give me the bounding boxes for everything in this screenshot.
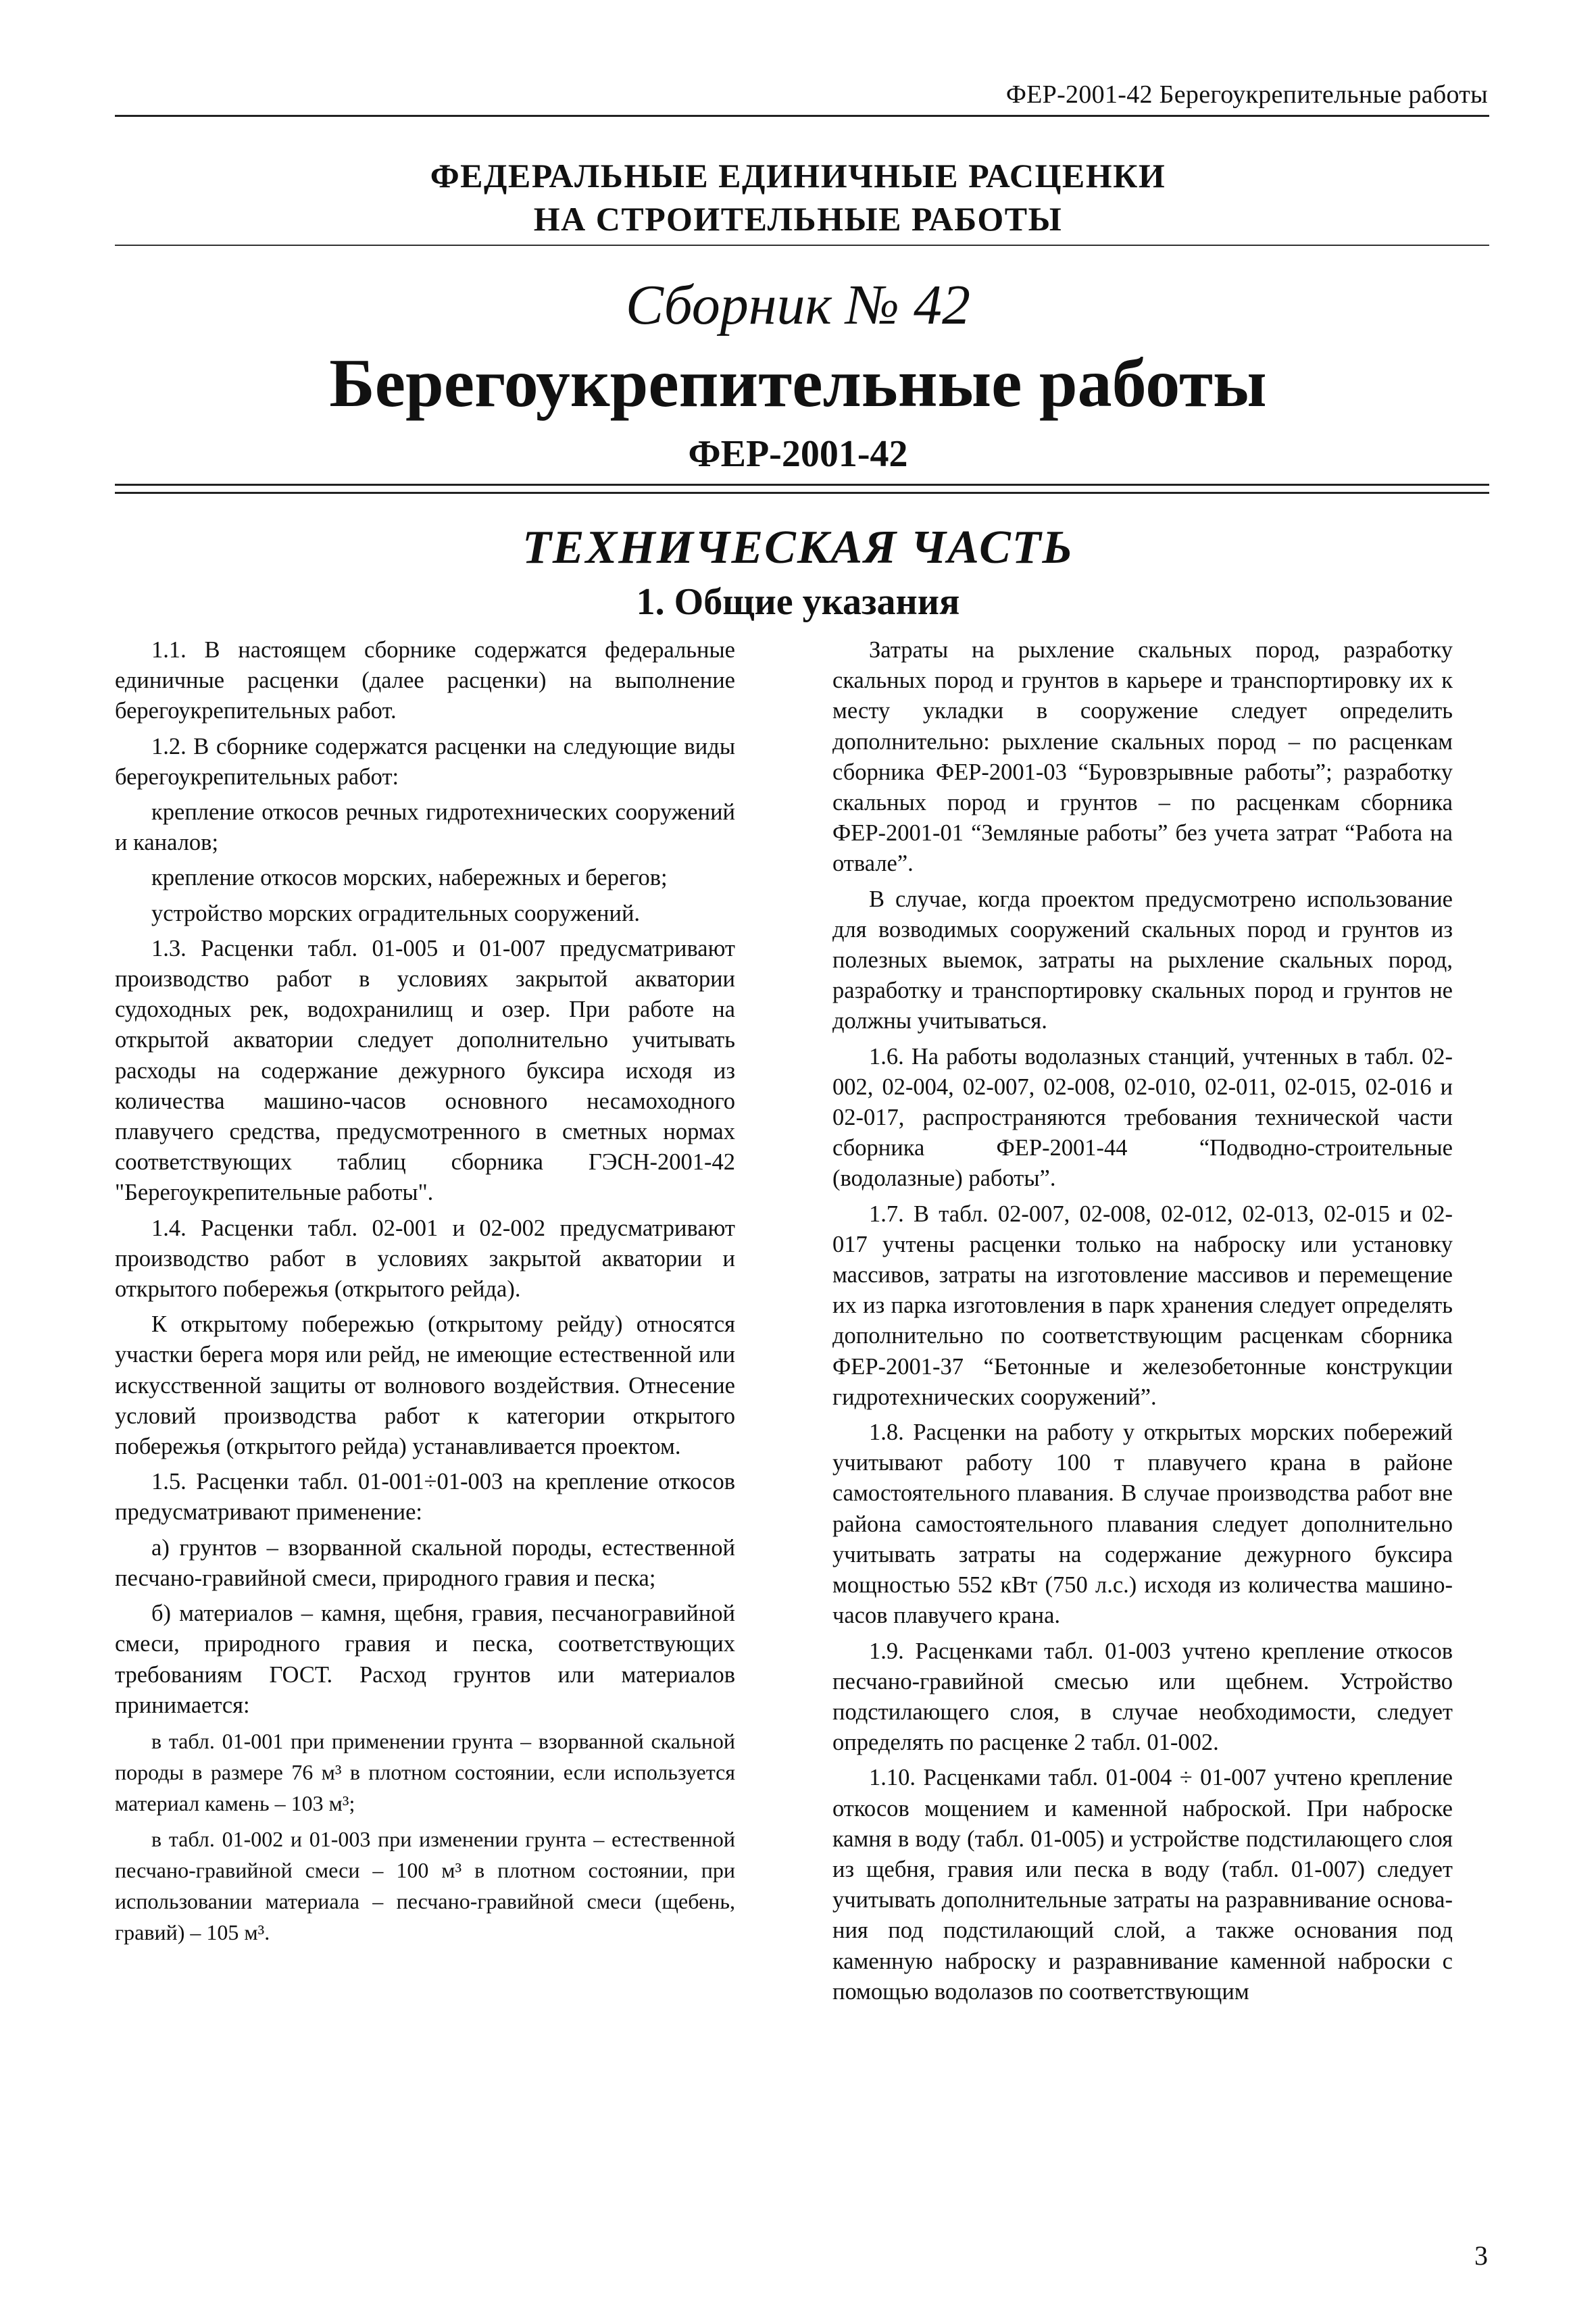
paragraph: 1.5. Расценки табл. 01-001÷01-003 на крепление откосов предусматривают применение: (115, 1469, 735, 1526)
paragraph: 1.1. В настоящем сборнике содержатся федеральные единичные расценки (далее расценки) на выполнение берегоукрепительных работ. (115, 637, 735, 724)
section-title: 1. Общие указания (636, 581, 960, 623)
left-column (115, 635, 735, 1953)
page-number: 3 (1474, 2240, 1488, 2271)
part-title: ТЕХНИЧЕСКАЯ ЧАСТЬ (522, 522, 1074, 574)
federal-title-line-1: ФЕДЕРАЛЬНЫЕ ЕДИНИЧНЫЕ РАСЦЕНКИ (430, 157, 1166, 195)
paragraph: в табл. 01-002 и 01-003 при изменении грунта – естественной песчано-гравийной смеси – 100 м³ в плотном состоянии, при использовании материала – песчано-гравийной смеси (щебень, гравий) – 105 м³. (115, 1826, 735, 1944)
federal-title (0, 154, 1596, 241)
paragraph: крепление откосов речных гидротехнических сооружений и каналов; (115, 799, 735, 856)
paragraph: 1.10. Расценками табл. 01-004 ÷ 01-007 учтено крепление откосов мощением и каменной наброской. При наброске камня в воду (табл. 01-005) и устройстве подстилающего слоя из щебня, гравия или песка в воду (табл. 01-007) следует учитывать дополнительные затраты на разравнивание основания под подстилающий слой, а также основания под каменную наброску и разравнивание каменной наброски с помощью водолазов по соответствующим (832, 1765, 1453, 2005)
paragraph: 1.4. Расценки табл. 02-001 и 02-002 предусматривают производство работ в условиях закрытой акватории и открытого побережья (открытого рейда). (115, 1215, 735, 1303)
paragraph: 1.6. На работы водолазных станций, учтенных в табл. 02-002, 02-004, 02-007, 02-008, 02-010, 02-011, 02-015, 02-016 и 02-017, распространяются требования технической части сборника ФЕР-2001-44 “Подводно-строительные (водолазные) работы”. (832, 1043, 1453, 1192)
paragraph: К открытому побережью (открытому рейду) относятся участки берега моря или рейд, не имеющие естественной или искусственной защиты от волнового воздействия. Отнесение условий производства работ к категории открытого побережья (открытого рейда) устанавливается проектом. (115, 1311, 735, 1460)
federal-title-line-2: НА СТРОИТЕЛЬНЫЕ РАБОТЫ (533, 200, 1063, 238)
double-rule (115, 484, 1489, 494)
document-title: Берегоукрепительные работы (329, 345, 1267, 422)
header-rule (115, 115, 1489, 117)
collection-number: Сборник № 42 (626, 274, 970, 336)
paragraph: устройство морских оградительных сооружений. (151, 900, 641, 926)
paragraph: Затраты на рыхление скальных пород, разработку скальных пород и грунтов в карьере и транспортировку их к месту укладки в сооружение следует определить дополнительно: рыхление скальных пород – по расценкам сборника ФЕР-2001-03 “Буровзрывные работы”; разработку скальных пород и грунтов – по расценкам сборника ФЕР-2001-01 “Земляные работы” без учета затрат “Работа на отвале”. (832, 637, 1453, 877)
paragraph: 1.8. Расценки на работу у открытых морских побережий учитывают работу 100 т плавучего крана в районе самостоятельного плавания. В случае производства работ вне района самостоятельного плавания следует дополнительно учитывать затраты на содержание дежурного буксира мощностью 552 кВт (750 л.с.) исходя из количества машино-часов плавучего крана. (832, 1419, 1453, 1629)
right-column (832, 635, 1453, 2012)
paragraph: 1.9. Расценками табл. 01-003 учтено крепление откосов песчано-гравийной смесью или щебнем. Устройство подстилающего слоя, в случае необходимости, следует определять по расценке 2 табл. 01-002. (832, 1638, 1453, 1756)
paragraph: а) грунтов – взорванной скальной породы, естественной песчано-гравийной смеси, природного гравия и песка; (115, 1534, 735, 1591)
paragraph: в табл. 01-001 при применении грунта – взорванной скальной породы в размере 76 м³ в плотном состоянии, если используется материал камень – 103 м³; (115, 1728, 735, 1815)
paragraph: В случае, когда проектом предусмотрено использование для возводимых сооружений скальных пород и грунтов из полезных выемок, затраты на рыхление скальных пород, разработку и транспортировку скальных пород и грунтов не должны учитываться. (832, 886, 1453, 1034)
paragraph: 1.3. Расценки табл. 01-005 и 01-007 предусматривают производство работ в условиях закрытой акватории судоходных рек, водохранилищ и озер. При работе на открытой акватории следует дополнительно учитывать расходы на содержание дежурного буксира исходя из количества машино-часов основного несамоходного плавучего средства, предусмотренного в сметных нормах соответствующих таблиц сборника ГЭСН-2001-42 "Берегоукрепительные работы". (115, 935, 735, 1206)
running-title: ФЕР-2001-42 Берегоукрепительные работы (1005, 80, 1488, 109)
paragraph: б) материалов – камня, щебня, гравия, песчаногравийной смеси, природного гравия и песка, соответствующих требованиям ГОСТ. Расход грунтов или материалов принимается: (115, 1601, 735, 1718)
paragraph: крепление откосов морских, набережных и берегов; (151, 865, 668, 891)
paragraph: 1.2. В сборнике содержатся расценки на следующие виды берегоукрепительных работ: (115, 733, 735, 790)
document-code: ФЕР-2001-42 (688, 433, 908, 475)
paragraph: 1.7. В табл. 02-007, 02-008, 02-012, 02-013, 02-015 и 02-017 учтены расценки только на наброску или установку массивов, затраты на изготовление массивов и перемещение их из парка изготовления в парк хранения следует определять дополнительно по соответствующим расценкам сборника ФЕР-2001-37 “Бетонные и железобетонные конструкции гидротехнических сооружений”. (832, 1201, 1453, 1410)
title-rule (115, 245, 1489, 246)
